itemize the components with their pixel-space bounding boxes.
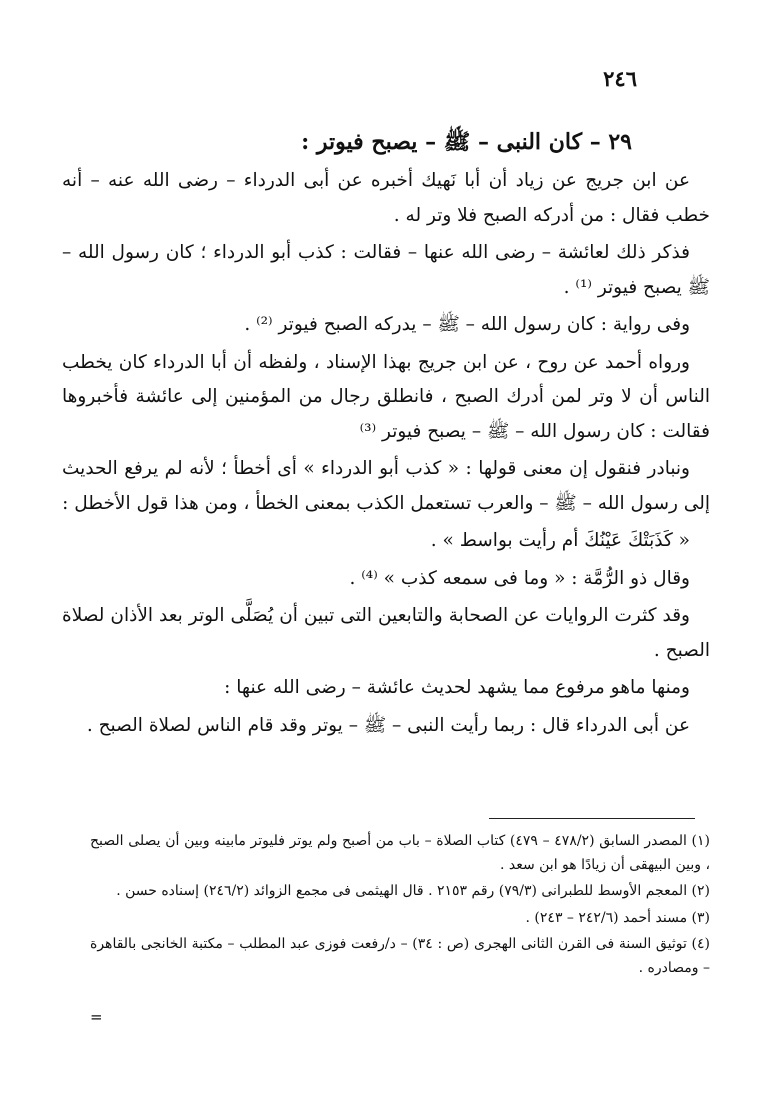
paragraph: عن أبى الدرداء قال : ربما رأيت النبى – ﷺ – يوتر وقد قام الناس لصلاة الصبح . xyxy=(86,714,690,736)
verse-quote: « كَذَبَتْكَ عَيْنُكَ أم رأيت بواسط » . xyxy=(430,530,690,551)
paragraph: وقال ذو الرُّمَّة : « وما فى سمعه كذب » ⁽⁴⁾ . xyxy=(349,567,690,589)
page-number: ٢٤٦ xyxy=(603,66,637,91)
paragraph: ونبادر فنقول إن معنى قولها : « كذب أبو الدرداء » أى أخطأ ؛ لأنه لم يرفع الحديث إلى رسول الله – ﷺ – والعرب تستعمل الكذب بمعنى الخطأ ، ومن هذا قول الأخطل : xyxy=(62,458,710,514)
paragraph: عن ابن جريج عن زياد أن أبا نَهيك أخبره عن أبى الدرداء – رضى الله عنه – أنه خطب فقال : من أدركه الصبح فلا وتر له . xyxy=(62,170,710,226)
paragraph: وقد كثرت الروايات عن الصحابة والتابعين التى تبين أن يُصَلَّى الوتر بعد الأذان لصلاة الصبح . xyxy=(62,605,710,661)
paragraph: وفى رواية : كان رسول الله – ﷺ – يدركه الصبح فيوتر ⁽²⁾ . xyxy=(244,314,690,335)
section-heading: ٢٩ – كان النبى – ﷺ – يصبح فيوتر : xyxy=(301,129,632,155)
footnote: (٣) مسند أحمد (٢٤٢/٦ – ٢٤٣) . xyxy=(525,909,710,926)
footnote: (٤) توثيق السنة فى القرن الثانى الهجرى (ص : ٣٤) – د/رفعت فوزى عبد المطلب – مكتبة الخانجى بالقاهرة – ومصادره . xyxy=(90,936,710,976)
footnote: (٢) المعجم الأوسط للطبرانى (٧٩/٣) رقم ٢١٥٣ . قال الهيثمى فى مجمع الزوائد (٢٤٦/٢) إسناده حسن . xyxy=(116,883,710,899)
paragraph: ومنها ماهو مرفوع مما يشهد لحديث عائشة – رضى الله عنها : xyxy=(224,677,690,698)
paragraph: فذكر ذلك لعائشة – رضى الله عنها – فقالت : كذب أبو الدرداء ؛ كان رسول الله – ﷺ يصبح فيوتر ⁽¹⁾ . xyxy=(62,242,710,298)
paragraph: ورواه أحمد عن روح ، عن ابن جريج بهذا الإسناد ، ولفظه أن أبا الدرداء كان يخطب الناس أن لا وتر لمن أدرك الصبح ، فانطلق رجال من المؤمنين إلى عائشة فأخبروها فقالت : كان رسول الله – ﷺ – يصبح فيوتر ⁽³⁾ xyxy=(62,351,710,442)
continuation-mark: = xyxy=(90,1008,103,1026)
footnote-divider xyxy=(489,818,695,819)
footnote: (١) المصدر السابق (٤٧٨/٢ – ٤٧٩) كتاب الصلاة – باب من أصبح ولم يوتر فليوتر مابينه وبين أن يصلى الصبح ، وبين البيهقى أن زيادًا هو ابن سعد . xyxy=(90,833,710,873)
main-text xyxy=(62,124,710,746)
footnotes xyxy=(90,830,710,983)
